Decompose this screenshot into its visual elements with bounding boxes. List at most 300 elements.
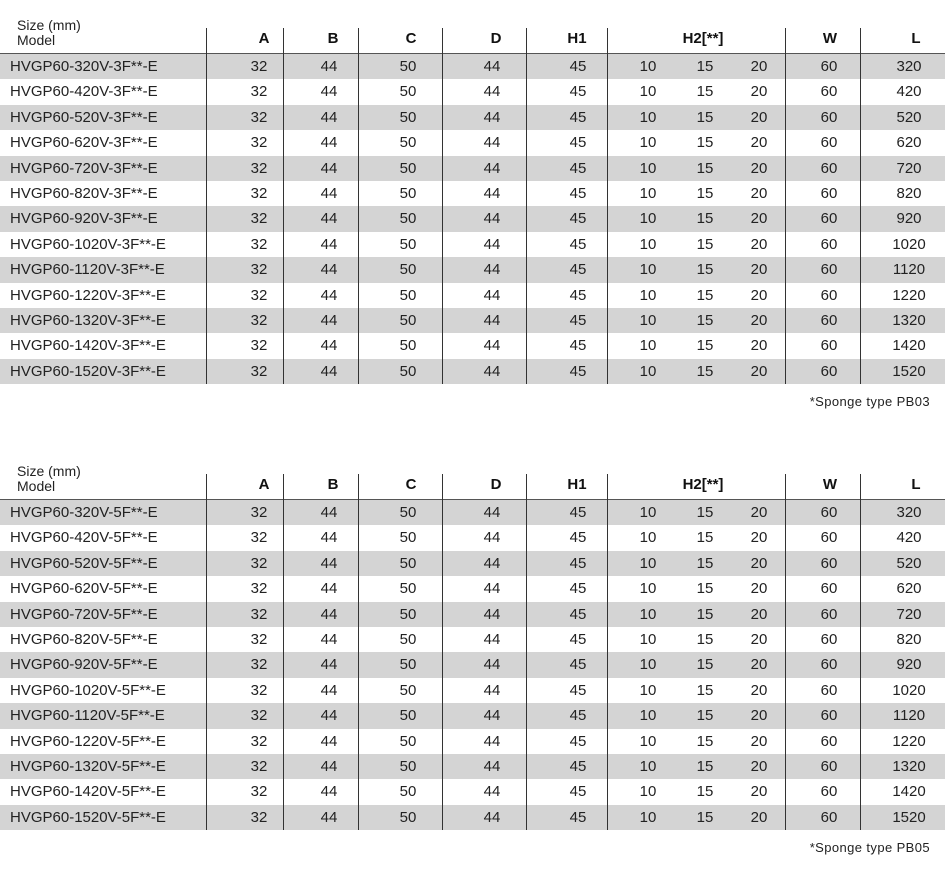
value-cell-h1: 45 (569, 184, 587, 202)
value-cell-h2a: 10 (639, 783, 657, 801)
value-cell-c: 50 (399, 707, 417, 725)
value-cell-h2c: 20 (750, 656, 768, 674)
column-divider (607, 28, 608, 384)
value-cell-b: 44 (320, 337, 338, 355)
value-cell-h2b: 15 (696, 362, 714, 380)
table-row (0, 105, 945, 130)
value-cell-d: 44 (483, 808, 501, 826)
table-row (0, 156, 945, 181)
value-cell-l: 320 (896, 58, 922, 75)
value-cell-c: 50 (399, 554, 417, 572)
value-cell-l: 1120 (892, 261, 926, 279)
value-cell-c: 50 (399, 261, 417, 279)
value-cell-h1: 45 (569, 681, 587, 699)
value-cell-h1: 45 (569, 337, 587, 355)
value-cell-l: 1020 (892, 235, 926, 253)
value-cell-h2a: 10 (639, 529, 657, 547)
value-cell-h2a: 10 (639, 337, 657, 355)
value-cell-a: 32 (250, 210, 268, 228)
model-cell: HVGP60-1020V-5F**-E (10, 681, 166, 699)
value-cell-h2b: 15 (696, 108, 714, 126)
value-cell-l: 420 (896, 83, 922, 101)
column-divider (526, 474, 527, 830)
value-cell-b: 44 (320, 58, 338, 75)
value-cell-a: 32 (250, 134, 268, 152)
value-cell-w: 60 (820, 235, 838, 253)
value-cell-h2b: 15 (696, 159, 714, 177)
value-cell-l: 820 (896, 184, 922, 202)
model-cell: HVGP60-920V-3F**-E (10, 210, 158, 228)
value-cell-l: 620 (896, 580, 922, 598)
value-cell-b: 44 (320, 707, 338, 725)
value-cell-b: 44 (320, 311, 338, 329)
value-cell-d: 44 (483, 286, 501, 304)
value-cell-h2a: 10 (639, 757, 657, 775)
value-cell-h1: 45 (569, 362, 587, 380)
value-cell-w: 60 (820, 261, 838, 279)
value-cell-c: 50 (399, 235, 417, 253)
value-cell-w: 60 (820, 554, 838, 572)
value-cell-h1: 45 (569, 261, 587, 279)
value-cell-h2a: 10 (639, 83, 657, 101)
value-cell-a: 32 (250, 83, 268, 101)
value-cell-w: 60 (820, 184, 838, 202)
value-cell-b: 44 (320, 783, 338, 801)
value-cell-b: 44 (320, 605, 338, 623)
value-cell-b: 44 (320, 808, 338, 826)
table-row (0, 779, 945, 804)
table-body (0, 500, 945, 830)
value-cell-c: 50 (399, 732, 417, 750)
value-cell-l: 1520 (892, 808, 926, 826)
value-cell-w: 60 (820, 58, 838, 75)
spec-table-2 (0, 462, 945, 856)
model-cell: HVGP60-1320V-3F**-E (10, 311, 166, 329)
column-divider (442, 474, 443, 830)
value-cell-h2a: 10 (639, 707, 657, 725)
value-cell-w: 60 (820, 757, 838, 775)
model-cell: HVGP60-420V-3F**-E (10, 83, 158, 101)
value-cell-d: 44 (483, 783, 501, 801)
table-row (0, 525, 945, 550)
value-cell-w: 60 (820, 808, 838, 826)
value-cell-w: 60 (820, 286, 838, 304)
value-cell-l: 520 (896, 108, 922, 126)
value-cell-h1: 45 (569, 159, 587, 177)
model-cell: HVGP60-820V-3F**-E (10, 184, 158, 202)
value-cell-d: 44 (483, 108, 501, 126)
value-cell-h2c: 20 (750, 504, 768, 521)
table-row (0, 181, 945, 206)
value-cell-a: 32 (250, 235, 268, 253)
value-cell-h2c: 20 (750, 311, 768, 329)
value-cell-d: 44 (483, 58, 501, 75)
value-cell-h2a: 10 (639, 235, 657, 253)
value-cell-b: 44 (320, 134, 338, 152)
value-cell-w: 60 (820, 159, 838, 177)
table-row (0, 359, 945, 384)
value-cell-h2a: 10 (639, 210, 657, 228)
value-cell-h2b: 15 (696, 286, 714, 304)
table-header (0, 16, 945, 54)
model-cell: HVGP60-620V-3F**-E (10, 134, 158, 152)
table-row (0, 232, 945, 257)
value-cell-h2b: 15 (696, 210, 714, 228)
column-divider (860, 28, 861, 384)
table-row (0, 754, 945, 779)
value-cell-h2a: 10 (639, 808, 657, 826)
column-header: B (327, 30, 339, 47)
value-cell-d: 44 (483, 554, 501, 572)
value-cell-h1: 45 (569, 732, 587, 750)
value-cell-w: 60 (820, 210, 838, 228)
value-cell-a: 32 (250, 362, 268, 380)
value-cell-d: 44 (483, 656, 501, 674)
value-cell-w: 60 (820, 337, 838, 355)
model-cell: HVGP60-720V-3F**-E (10, 159, 158, 177)
table-row (0, 206, 945, 231)
model-cell: HVGP60-620V-5F**-E (10, 580, 158, 598)
model-column-header: Model (17, 478, 56, 494)
model-cell: HVGP60-420V-5F**-E (10, 529, 158, 547)
value-cell-h1: 45 (569, 311, 587, 329)
value-cell-w: 60 (820, 362, 838, 380)
value-cell-c: 50 (399, 83, 417, 101)
size-unit-label: Size (mm) (17, 17, 81, 33)
value-cell-b: 44 (320, 286, 338, 304)
value-cell-h1: 45 (569, 108, 587, 126)
value-cell-b: 44 (320, 504, 338, 521)
value-cell-h2a: 10 (639, 681, 657, 699)
value-cell-b: 44 (320, 529, 338, 547)
value-cell-d: 44 (483, 757, 501, 775)
value-cell-l: 1220 (892, 286, 926, 304)
value-cell-c: 50 (399, 757, 417, 775)
table-row (0, 602, 945, 627)
value-cell-d: 44 (483, 504, 501, 521)
value-cell-c: 50 (399, 362, 417, 380)
value-cell-h2c: 20 (750, 808, 768, 826)
column-divider (283, 474, 284, 830)
column-divider (358, 474, 359, 830)
value-cell-l: 820 (896, 630, 922, 648)
model-cell: HVGP60-1420V-5F**-E (10, 783, 166, 801)
value-cell-a: 32 (250, 261, 268, 279)
value-cell-h1: 45 (569, 630, 587, 648)
value-cell-b: 44 (320, 83, 338, 101)
column-divider (607, 474, 608, 830)
table-row (0, 79, 945, 104)
table-row (0, 333, 945, 358)
table-row (0, 703, 945, 728)
value-cell-h1: 45 (569, 529, 587, 547)
value-cell-l: 920 (896, 210, 922, 228)
value-cell-a: 32 (250, 605, 268, 623)
column-header: B (327, 476, 339, 493)
value-cell-a: 32 (250, 656, 268, 674)
value-cell-h2b: 15 (696, 134, 714, 152)
value-cell-h1: 45 (569, 504, 587, 521)
value-cell-w: 60 (820, 707, 838, 725)
value-cell-h2a: 10 (639, 134, 657, 152)
value-cell-h2b: 15 (696, 235, 714, 253)
value-cell-c: 50 (399, 210, 417, 228)
value-cell-l: 420 (896, 529, 922, 547)
value-cell-l: 1020 (892, 681, 926, 699)
value-cell-h1: 45 (569, 554, 587, 572)
value-cell-c: 50 (399, 529, 417, 547)
value-cell-b: 44 (320, 681, 338, 699)
value-cell-c: 50 (399, 108, 417, 126)
column-divider (442, 28, 443, 384)
value-cell-h2a: 10 (639, 261, 657, 279)
model-cell: HVGP60-1220V-5F**-E (10, 732, 166, 750)
value-cell-h2b: 15 (696, 605, 714, 623)
column-header: H2[**] (682, 30, 724, 47)
model-cell: HVGP60-1420V-3F**-E (10, 337, 166, 355)
table-row (0, 805, 945, 830)
value-cell-d: 44 (483, 159, 501, 177)
value-cell-d: 44 (483, 235, 501, 253)
value-cell-d: 44 (483, 605, 501, 623)
value-cell-w: 60 (820, 783, 838, 801)
column-header: W (822, 476, 838, 493)
value-cell-a: 32 (250, 808, 268, 826)
value-cell-d: 44 (483, 630, 501, 648)
column-header: H2[**] (682, 476, 724, 493)
value-cell-h2c: 20 (750, 58, 768, 75)
value-cell-h1: 45 (569, 580, 587, 598)
value-cell-l: 1420 (892, 337, 926, 355)
value-cell-d: 44 (483, 580, 501, 598)
value-cell-w: 60 (820, 108, 838, 126)
value-cell-h2c: 20 (750, 261, 768, 279)
column-header: H1 (567, 30, 587, 47)
value-cell-b: 44 (320, 184, 338, 202)
value-cell-b: 44 (320, 159, 338, 177)
value-cell-d: 44 (483, 210, 501, 228)
value-cell-h2a: 10 (639, 554, 657, 572)
value-cell-a: 32 (250, 286, 268, 304)
value-cell-h2a: 10 (639, 362, 657, 380)
value-cell-l: 620 (896, 134, 922, 152)
value-cell-h2c: 20 (750, 337, 768, 355)
model-cell: HVGP60-320V-5F**-E (10, 504, 158, 521)
value-cell-h1: 45 (569, 235, 587, 253)
value-cell-b: 44 (320, 630, 338, 648)
value-cell-h2c: 20 (750, 362, 768, 380)
value-cell-h2a: 10 (639, 732, 657, 750)
value-cell-h2c: 20 (750, 286, 768, 304)
value-cell-h2b: 15 (696, 83, 714, 101)
value-cell-h1: 45 (569, 134, 587, 152)
value-cell-h2c: 20 (750, 83, 768, 101)
value-cell-h2a: 10 (639, 286, 657, 304)
value-cell-h1: 45 (569, 58, 587, 75)
model-cell: HVGP60-1520V-5F**-E (10, 808, 166, 826)
sponge-type-note: *Sponge type PB05 (809, 840, 930, 856)
model-cell: HVGP60-720V-5F**-E (10, 605, 158, 623)
value-cell-w: 60 (820, 83, 838, 101)
table-row (0, 500, 945, 525)
value-cell-l: 920 (896, 656, 922, 674)
value-cell-a: 32 (250, 337, 268, 355)
value-cell-h2c: 20 (750, 630, 768, 648)
value-cell-h2b: 15 (696, 337, 714, 355)
value-cell-h2b: 15 (696, 311, 714, 329)
table-row (0, 283, 945, 308)
table-row (0, 652, 945, 677)
value-cell-h2c: 20 (750, 210, 768, 228)
value-cell-c: 50 (399, 134, 417, 152)
column-header: C (405, 476, 417, 493)
value-cell-b: 44 (320, 261, 338, 279)
value-cell-c: 50 (399, 58, 417, 75)
value-cell-h2c: 20 (750, 605, 768, 623)
value-cell-h2a: 10 (639, 58, 657, 75)
value-cell-h1: 45 (569, 286, 587, 304)
value-cell-d: 44 (483, 134, 501, 152)
column-header: D (490, 476, 502, 493)
column-header: L (911, 30, 921, 47)
value-cell-l: 1220 (892, 732, 926, 750)
value-cell-h2b: 15 (696, 58, 714, 75)
value-cell-h2a: 10 (639, 580, 657, 598)
value-cell-c: 50 (399, 605, 417, 623)
column-header: C (405, 30, 417, 47)
value-cell-h2c: 20 (750, 108, 768, 126)
table-row (0, 130, 945, 155)
value-cell-w: 60 (820, 311, 838, 329)
value-cell-a: 32 (250, 732, 268, 750)
value-cell-a: 32 (250, 159, 268, 177)
value-cell-h2a: 10 (639, 311, 657, 329)
model-cell: HVGP60-1220V-3F**-E (10, 286, 166, 304)
value-cell-c: 50 (399, 681, 417, 699)
value-cell-w: 60 (820, 681, 838, 699)
value-cell-h2a: 10 (639, 630, 657, 648)
column-divider (785, 28, 786, 384)
value-cell-c: 50 (399, 337, 417, 355)
value-cell-w: 60 (820, 732, 838, 750)
value-cell-l: 1420 (892, 783, 926, 801)
value-cell-h2b: 15 (696, 783, 714, 801)
value-cell-c: 50 (399, 656, 417, 674)
table-row (0, 627, 945, 652)
value-cell-h2b: 15 (696, 630, 714, 648)
value-cell-a: 32 (250, 580, 268, 598)
table-row (0, 54, 945, 79)
column-divider (785, 474, 786, 830)
column-header: L (911, 476, 921, 493)
sponge-type-note: *Sponge type PB03 (809, 394, 930, 410)
value-cell-h2c: 20 (750, 580, 768, 598)
value-cell-h2a: 10 (639, 504, 657, 521)
value-cell-a: 32 (250, 630, 268, 648)
value-cell-h2c: 20 (750, 235, 768, 253)
value-cell-a: 32 (250, 681, 268, 699)
model-column-header: Model (17, 32, 56, 48)
column-header: A (258, 476, 270, 493)
value-cell-h2b: 15 (696, 757, 714, 775)
value-cell-h2c: 20 (750, 159, 768, 177)
column-divider (526, 28, 527, 384)
table-row (0, 729, 945, 754)
value-cell-h2c: 20 (750, 757, 768, 775)
value-cell-h1: 45 (569, 783, 587, 801)
model-cell: HVGP60-520V-3F**-E (10, 108, 158, 126)
value-cell-h2b: 15 (696, 261, 714, 279)
value-cell-h1: 45 (569, 605, 587, 623)
model-cell: HVGP60-920V-5F**-E (10, 656, 158, 674)
value-cell-b: 44 (320, 362, 338, 380)
value-cell-w: 60 (820, 529, 838, 547)
spec-table-1 (0, 16, 945, 410)
value-cell-b: 44 (320, 732, 338, 750)
value-cell-a: 32 (250, 554, 268, 572)
value-cell-a: 32 (250, 783, 268, 801)
model-cell: HVGP60-820V-5F**-E (10, 630, 158, 648)
value-cell-w: 60 (820, 630, 838, 648)
value-cell-h2a: 10 (639, 184, 657, 202)
value-cell-a: 32 (250, 757, 268, 775)
table-row (0, 576, 945, 601)
value-cell-l: 1120 (892, 707, 926, 725)
column-header: D (490, 30, 502, 47)
model-cell: HVGP60-1520V-3F**-E (10, 362, 166, 380)
value-cell-h2b: 15 (696, 529, 714, 547)
value-cell-h1: 45 (569, 656, 587, 674)
table-header (0, 462, 945, 500)
model-cell: HVGP60-520V-5F**-E (10, 554, 158, 572)
value-cell-d: 44 (483, 529, 501, 547)
value-cell-b: 44 (320, 580, 338, 598)
value-cell-a: 32 (250, 707, 268, 725)
value-cell-h2c: 20 (750, 732, 768, 750)
value-cell-b: 44 (320, 656, 338, 674)
table-row (0, 678, 945, 703)
column-header: A (258, 30, 270, 47)
value-cell-h1: 45 (569, 757, 587, 775)
value-cell-w: 60 (820, 580, 838, 598)
value-cell-h2c: 20 (750, 529, 768, 547)
value-cell-a: 32 (250, 504, 268, 521)
value-cell-c: 50 (399, 580, 417, 598)
value-cell-a: 32 (250, 58, 268, 75)
value-cell-h2b: 15 (696, 656, 714, 674)
value-cell-d: 44 (483, 681, 501, 699)
table-row (0, 257, 945, 282)
model-cell: HVGP60-1020V-3F**-E (10, 235, 166, 253)
value-cell-h2b: 15 (696, 554, 714, 572)
value-cell-a: 32 (250, 184, 268, 202)
value-cell-h2b: 15 (696, 184, 714, 202)
value-cell-h1: 45 (569, 808, 587, 826)
value-cell-h2b: 15 (696, 504, 714, 521)
column-divider (283, 28, 284, 384)
value-cell-w: 60 (820, 134, 838, 152)
value-cell-w: 60 (820, 504, 838, 521)
table-row (0, 308, 945, 333)
column-divider (860, 474, 861, 830)
value-cell-a: 32 (250, 108, 268, 126)
value-cell-h1: 45 (569, 210, 587, 228)
value-cell-b: 44 (320, 757, 338, 775)
value-cell-c: 50 (399, 286, 417, 304)
value-cell-d: 44 (483, 311, 501, 329)
value-cell-c: 50 (399, 184, 417, 202)
value-cell-d: 44 (483, 707, 501, 725)
